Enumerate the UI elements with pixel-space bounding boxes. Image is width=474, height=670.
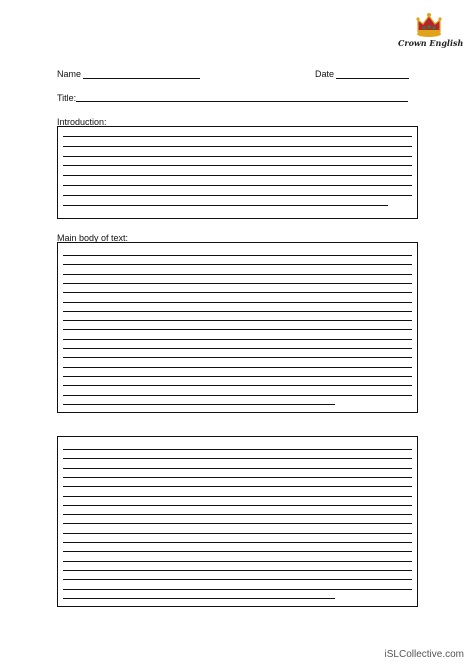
writing-line xyxy=(63,255,412,256)
writing-line xyxy=(63,449,412,450)
writing-line xyxy=(63,404,335,405)
crown-english-logo xyxy=(398,8,462,50)
writing-line xyxy=(63,264,412,265)
writing-line xyxy=(63,357,412,358)
writing-line xyxy=(63,514,412,515)
writing-line xyxy=(63,320,412,321)
writing-line xyxy=(63,205,388,206)
introduction-label: Introduction: xyxy=(57,117,107,127)
conclusion-box[interactable] xyxy=(57,436,418,607)
writing-line xyxy=(63,570,412,571)
introduction-box[interactable] xyxy=(57,126,418,219)
writing-line xyxy=(63,292,412,293)
writing-line xyxy=(63,551,412,552)
writing-line xyxy=(63,533,412,534)
main-body-label: Main body of text: xyxy=(57,233,129,243)
writing-line xyxy=(63,486,412,487)
writing-line xyxy=(63,302,412,303)
writing-line xyxy=(63,329,412,330)
writing-line xyxy=(63,348,412,349)
writing-line xyxy=(63,385,412,386)
islcollective-watermark: iSLCollective.com xyxy=(384,649,464,660)
writing-line xyxy=(63,561,412,562)
writing-line xyxy=(63,477,412,478)
name-label: Name xyxy=(57,69,82,79)
logo-text: Crown English xyxy=(398,38,464,48)
name-field-line[interactable] xyxy=(83,78,200,79)
writing-line xyxy=(63,165,412,166)
writing-line xyxy=(63,505,412,506)
writing-line xyxy=(63,195,412,196)
writing-line xyxy=(63,468,412,469)
writing-line xyxy=(63,496,412,497)
writing-line xyxy=(63,589,412,590)
writing-line xyxy=(63,274,412,275)
title-field-line[interactable] xyxy=(76,101,408,102)
writing-line xyxy=(63,395,412,396)
title-label: Title: xyxy=(57,93,77,103)
writing-line xyxy=(63,156,412,157)
writing-line xyxy=(63,523,412,524)
main-body-box[interactable] xyxy=(57,242,418,413)
writing-line xyxy=(63,146,412,147)
writing-line xyxy=(63,283,412,284)
writing-line xyxy=(63,579,412,580)
date-field-line[interactable] xyxy=(336,78,409,79)
writing-line xyxy=(63,136,412,137)
writing-line xyxy=(63,367,412,368)
writing-line xyxy=(63,339,412,340)
writing-line xyxy=(63,542,412,543)
writing-line xyxy=(63,175,412,176)
crown-icon xyxy=(414,8,444,38)
writing-line xyxy=(63,598,335,599)
writing-line xyxy=(63,376,412,377)
writing-line xyxy=(63,185,412,186)
writing-line xyxy=(63,458,412,459)
writing-line xyxy=(63,311,412,312)
date-label: Date xyxy=(315,69,335,79)
